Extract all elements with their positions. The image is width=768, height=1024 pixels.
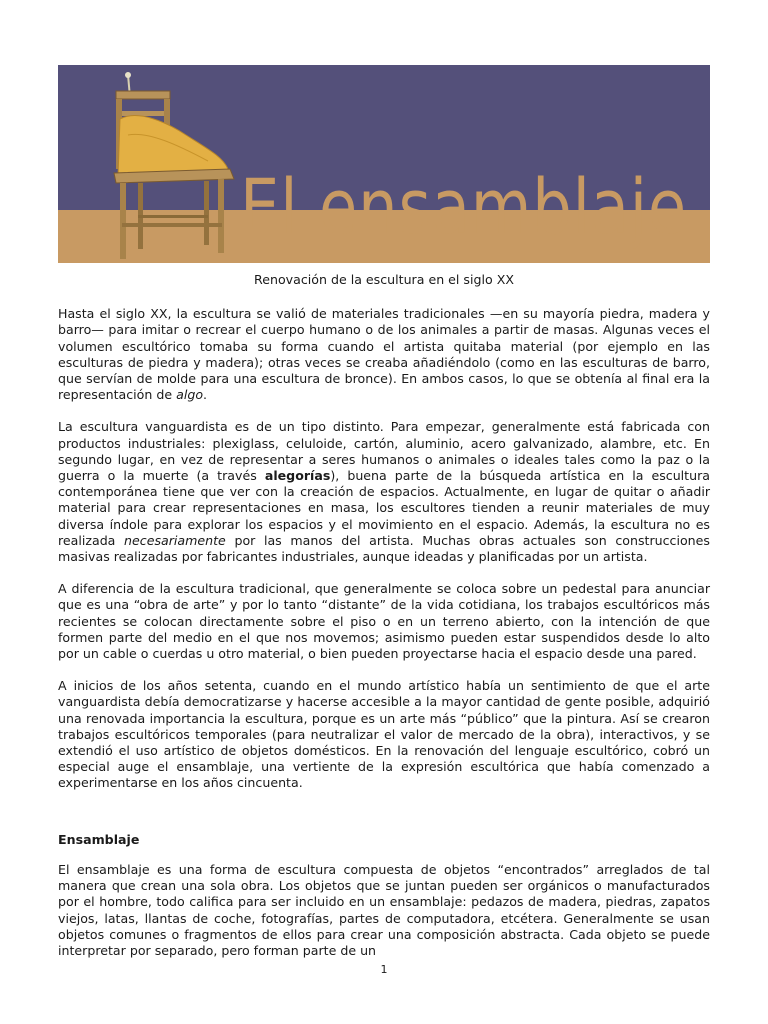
paragraph-2-text-c: por las manos del artista. Muchas obras actuales son construcciones masivas realizadas por fabricantes industriales, aunque ideadas y planificadas por un artista. [58,532,710,565]
document-title: Renovación de la escultura en el siglo XX [254,272,514,287]
paragraph-2 [58,419,710,565]
paragraph-2-italic: necesariamente [124,532,226,548]
banner-title: El ensamblaje [240,162,688,251]
page-number: 1 [380,963,388,976]
paragraph-3: A diferencia de la escultura tradicional, que generalmente se coloca sobre un pedestal para anunciar que es una “obra de arte” y por lo tanto “distante” de la vida cotidiana, los trabajos escultóricos más recientes se colocan directamente sobre el piso o en un terreno abierto, con la intención de que formen parte del medio en el que nos movemos; asimismo pueden estar suspendidos desde lo alto por un cable o cuerdas u otro material, o bien pueden proyectarse hacia el espacio desde una pared. [58,581,710,662]
paragraph-1-end: . [203,387,208,403]
section-heading: Ensamblaje [58,831,140,847]
document-body [58,272,710,975]
paragraph-1-text: Hasta el siglo XX, la escultura se valió de materiales tradicionales —en su mayoría piedra, madera y barro— para imitar o recrear el cuerpo humano o de los animales a partir de masas. Algunas veces el volumen escultórico tomaba su forma cuando el artista quitaba material (por ejemplo en las esculturas de piedra y madera); otras veces se creaba añadiéndolo (como en las esculturas de barro, que servían de molde para una escultura de bronce). En ambos casos, lo que se obtenía al final era la representación de [58,306,710,403]
paragraph-1 [58,306,710,403]
paragraph-4: A inicios de los años setenta, cuando en el mundo artístico había un sentimiento de que el arte vanguardista debía democratizarse y hacerse accesible a la mayor cantidad de gente posible, adquirió una renovada importancia la escultura, porque es un arte más “público” que la pintura. Así se crearon trabajos escultóricos temporales (para neutralizar el valor de mercado de la obra), interactivos, y se extendió el uso artístico de objetos domésticos. En la renovación del lenguaje escultórico, cobró un especial auge el ensamblaje, una vertiente de la expresión escultórica que había comenzado a experimentarse en los años cincuenta. [58,678,710,791]
paragraph-5: El ensamblaje es una forma de escultura compuesta de objetos “encontrados” arreglados de tal manera que crean una sola obra. Los objetos que se juntan pueden ser orgánicos o manufacturados por el hombre, todo califica para ser incluido en un ensamblaje: pedazos de madera, piedras, zapatos viejos, latas, llantas de coche, fotografías, partes de computadora, etcétera. Generalmente se usan objetos comunes o fragmentos de ellos para crear una composición abstracta. Cada objeto se puede interpretar por separado, pero forman parte de un [58,861,710,958]
paragraph-1-italic: algo [176,387,204,403]
paragraph-2-text-a: La escultura vanguardista es de un tipo distinto. Para empezar, generalmente está fabricada con productos industriales: plexiglass, celuloide, cartón, aluminio, acero galvanizado, alambre, etc. En segundo lugar, en vez de representar a seres humanos o animales o ideales tales como la paz o la guerra o la muerte (a través [58,419,710,484]
header-banner [58,65,710,263]
paragraph-2-bold: alegorías [264,468,331,484]
paragraph-2-text-b: ), buena parte de la búsqueda artística en la escultura contemporánea tiene que ver con la creación de espacios. Actualmente, en lugar de quitar o añadir material para crear representaciones en masa, los escultores tienden a reunir materiales de muy diversa índole para explorar los espacios y el movimiento en el espacio. Además, la escultura no es realizada [58,468,710,548]
